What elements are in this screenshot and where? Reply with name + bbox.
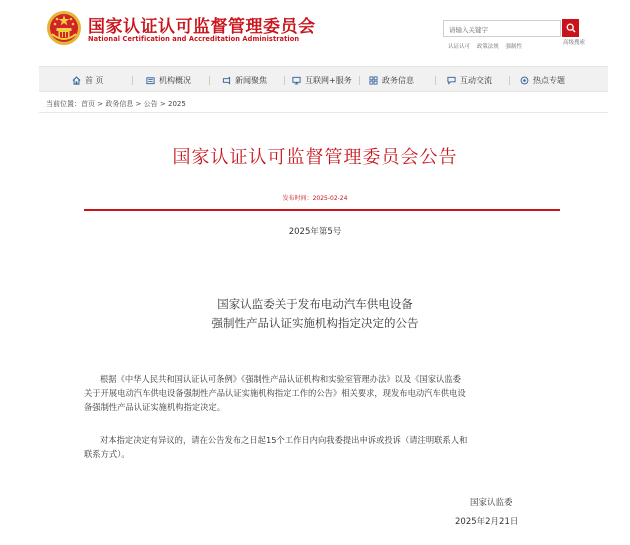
breadcrumb-item[interactable]: 政务信息 <box>105 100 134 108</box>
institution-icon <box>146 76 155 85</box>
nav-label: 首 页 <box>85 75 104 85</box>
nav-label: 互联网+服务 <box>305 75 352 85</box>
breadcrumb-separator: > <box>157 100 168 108</box>
title-divider <box>84 209 560 211</box>
nav-label: 互动交流 <box>460 75 492 85</box>
home-icon <box>72 76 81 85</box>
hot-words <box>448 42 527 50</box>
monitor-icon <box>292 76 301 85</box>
topics-icon <box>520 76 529 85</box>
nav-item-topics[interactable] <box>520 67 565 93</box>
national-emblem-icon <box>46 10 82 46</box>
nav-divider <box>509 76 510 85</box>
article-paragraph <box>84 433 564 461</box>
article-subtitle-line: 强制性产品认证实施机构指定决定的公告 <box>211 316 419 330</box>
paragraph-line <box>84 433 564 447</box>
paragraph-line <box>84 372 564 386</box>
search-icon <box>566 23 576 33</box>
nav-divider <box>209 76 210 85</box>
publish-date: 发布时间：2025-02-24 <box>282 195 348 202</box>
nav-item-news[interactable] <box>222 67 267 93</box>
article-subtitle-line: 国家认监委关于发布电动汽车供电设备 <box>217 297 413 311</box>
nav-item-internet-service[interactable] <box>292 67 352 93</box>
nav-divider <box>132 76 133 85</box>
chat-icon <box>447 76 456 85</box>
paragraph-line: 联系方式）。 <box>84 449 130 459</box>
nav-item-interaction[interactable] <box>447 67 492 93</box>
nav-label: 机构概况 <box>159 75 191 85</box>
article-paragraph <box>84 372 564 414</box>
paragraph-line: 关于开展电动汽车供电设备强制性产品认证实施机构指定工作的公告》相关要求，现发布电动汽车供电设 <box>84 388 466 398</box>
site-title: 国家认证认可监督管理委员会 <box>88 17 316 37</box>
news-icon <box>222 76 231 85</box>
document-number: 2025年第5号 <box>288 227 342 237</box>
nav-label: 热点专题 <box>533 75 565 85</box>
paragraph-text: 根据《中华人民共和国认证认可条例》《强制性产品认证机构和实验室管理办法》以及《国家认监委 <box>100 374 461 384</box>
grid-icon <box>369 76 378 85</box>
paragraph-line: 备强制性产品认证实施机构指定决定。 <box>84 402 226 412</box>
article-title: 国家认证认可监督管理委员会公告 <box>172 147 458 168</box>
hot-word[interactable]: 强制性 <box>505 44 523 50</box>
breadcrumb-separator: > <box>133 100 144 108</box>
advanced-search-link[interactable]: 高级搜索 <box>563 40 586 46</box>
nav-label: 政务信息 <box>382 75 414 85</box>
nav-item-home[interactable] <box>72 67 104 93</box>
nav-divider <box>359 76 360 85</box>
breadcrumb-divider <box>39 112 608 113</box>
site-header <box>0 0 630 62</box>
nav-item-gov-info[interactable] <box>369 67 414 93</box>
breadcrumb <box>46 99 186 109</box>
hot-word[interactable]: 认证认可 <box>448 44 471 50</box>
breadcrumb-item[interactable]: 2025 <box>167 100 186 108</box>
breadcrumb-separator: > <box>95 100 106 108</box>
main-nav <box>39 66 608 92</box>
nav-divider <box>435 76 436 85</box>
paragraph-text: 对本指定决定有异议的，请在公告发布之日起15个工作日内向我委提出申诉或投诉（请注明联系人和 <box>100 435 468 445</box>
nav-divider <box>284 76 285 85</box>
breadcrumb-item[interactable]: 公告 <box>143 100 158 108</box>
nav-item-institution[interactable] <box>146 67 191 93</box>
breadcrumb-item[interactable]: 首页 <box>81 100 95 108</box>
search-button[interactable] <box>562 19 579 37</box>
breadcrumb-prefix: 当前位置： <box>46 100 81 108</box>
nav-label: 新闻聚焦 <box>235 75 267 85</box>
hot-word[interactable]: 政策法规 <box>476 44 499 50</box>
site-title-en: National Certification and Accreditation Administration <box>88 35 300 43</box>
search-input[interactable]: 请输入关键字 <box>443 20 561 37</box>
